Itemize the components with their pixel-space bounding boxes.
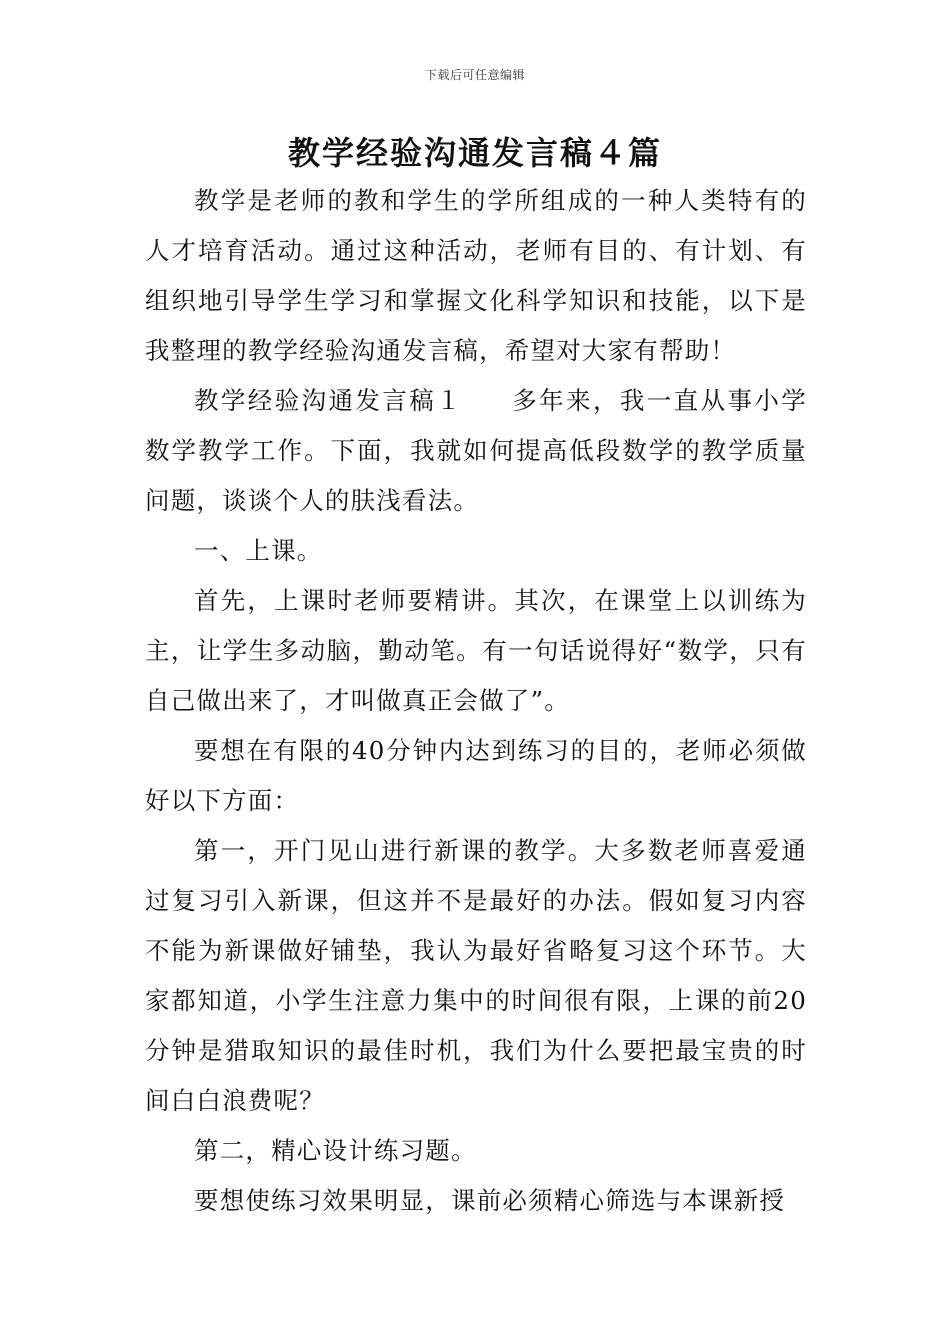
paragraph-practice-goal: 要想在有限的40分钟内达到练习的目的，老师必须做好以下方面： [145,736,807,815]
paragraph-section-1 [145,376,807,526]
paragraph-practice-design: 要想使练习效果明显，课前必须精心筛选与本课新授 [194,1186,786,1215]
paragraph-intro: 教学是老师的教和学生的学所组成的一种人类特有的人才培育活动。通过这种活动，老师有目的、有计划、有组织地引导学生学习和掌握文化科学知识和技能，以下是我整理的教学经验沟通发言稿，希望对大家有帮助！ [145,186,807,365]
document-title: 教学经验沟通发言稿４篇 [287,134,662,172]
paragraph-lecture: 首先，上课时老师要精讲。其次，在课堂上以训练为主，让学生多动脑，勤动笔。有一句话说得好“数学，只有自己做出来了，才叫做真正会做了”。 [145,586,807,715]
section-heading-1: 教学经验沟通发言稿１ [194,386,464,415]
paragraph-point-2: 第二，精心设计练习题。 [194,1136,477,1165]
paragraph-point-1: 第一，开门见山进行新课的教学。大多数老师喜爱通过复习引入新课，但这并不是最好的办法。假如复习内容不能为新课做好铺垫，我认为最好省略复习这个环节。大家都知道，小学生注意力集中的时间很有限，上课的前20分钟是猎取知识的最佳时机，我们为什么要把最宝贵的时间白白浪费呢？ [145,836,807,1115]
header-note: 下载后可任意编辑 [424,68,525,82]
section-1-text: 多年来，我一直从事小学数学教学工作。下面，我就如何提高低段数学的教学质量问题，谈谈个人的肤浅看法。 [145,386,807,515]
subheading-lecture: 一、上课。 [194,536,323,565]
document-body [145,176,807,1226]
